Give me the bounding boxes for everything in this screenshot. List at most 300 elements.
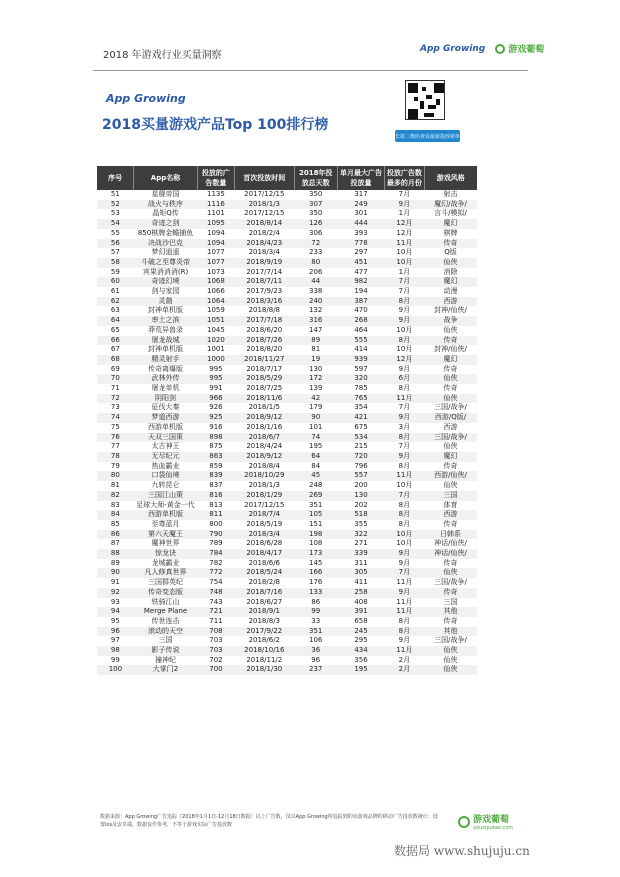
- table-cell: 85: [110, 519, 120, 528]
- table-cell: 995: [197, 374, 234, 384]
- table-row: [97, 442, 477, 452]
- table-cell: 81: [110, 481, 120, 490]
- table-cell: 2018/3/4: [248, 248, 281, 257]
- table-cell: 84: [311, 461, 321, 470]
- table-cell: 龙城霸业: [151, 558, 180, 567]
- table-cell: 征伐大秦: [151, 403, 180, 412]
- col-header: 单月最大广告投放量: [337, 166, 384, 190]
- table-row: [97, 374, 477, 384]
- table-cell: 789: [209, 539, 223, 548]
- table-row: [97, 297, 477, 307]
- table-cell: 237: [294, 665, 337, 675]
- table-cell: 8月: [385, 433, 424, 443]
- table-cell: 决战沙巴克: [134, 239, 198, 249]
- table-cell: 凡人修真世界: [134, 568, 198, 578]
- table-cell: 11月: [385, 471, 424, 481]
- table-cell: 95: [110, 616, 120, 625]
- table-cell: 传奇: [424, 336, 477, 346]
- table-header-row: [97, 166, 477, 190]
- table-cell: 305: [337, 568, 384, 578]
- table-cell: 莽荒异兽录: [148, 325, 184, 334]
- table-cell: 仙侠: [424, 258, 477, 268]
- table-cell: 7月: [398, 190, 411, 198]
- table-cell: 仙侠: [424, 568, 477, 578]
- table-cell: 至尊蓝月: [151, 519, 180, 528]
- table-cell: 79: [110, 461, 120, 470]
- table-cell: 101: [309, 422, 323, 431]
- table-cell: 魔幻: [424, 355, 477, 365]
- table-cell: 2018/9/12: [235, 413, 294, 423]
- table-cell: 日韩系: [424, 530, 477, 540]
- table-cell: 477: [354, 267, 368, 276]
- table-cell: 408: [354, 597, 368, 606]
- table-cell: 西游: [443, 422, 458, 431]
- table-cell: 356: [354, 655, 368, 664]
- table-cell: 269: [294, 491, 337, 501]
- table-cell: 702: [209, 655, 223, 664]
- table-cell: 10月: [396, 481, 413, 490]
- table-cell: 811: [197, 510, 234, 520]
- table-cell: 434: [337, 646, 384, 656]
- table-cell: 三国江山策: [134, 491, 198, 501]
- table-cell: 151: [309, 519, 323, 528]
- table-cell: 魔神世界: [151, 539, 180, 548]
- table-cell: 518: [337, 510, 384, 520]
- table-cell: 194: [354, 287, 368, 296]
- table-cell: 2月: [385, 665, 424, 675]
- table-row: [97, 326, 477, 336]
- table-cell: 8月: [398, 519, 411, 528]
- table-row: [97, 355, 477, 365]
- table-row: [97, 287, 477, 297]
- table-cell: 2018/6/27: [246, 597, 283, 606]
- header-logos: [420, 42, 544, 55]
- table-cell: 176: [309, 578, 323, 587]
- table-cell: 2018/7/11: [235, 277, 294, 287]
- col-header: 游戏风格: [424, 166, 477, 190]
- table-cell: 仙侠: [443, 655, 458, 664]
- table-cell: 9月: [398, 636, 411, 645]
- table-cell: 晶矩Q传: [152, 209, 179, 218]
- table-cell: 93: [110, 597, 120, 606]
- table-cell: 98: [97, 646, 134, 656]
- table-row: [97, 656, 477, 666]
- table-cell: 926: [209, 403, 223, 412]
- table-cell: 西游/仙侠/: [424, 471, 477, 481]
- table-cell: 2018/10/16: [235, 646, 294, 656]
- table-cell: 9月: [385, 200, 424, 210]
- table-cell: 1116: [197, 200, 234, 210]
- table-cell: 2018/8/14: [235, 219, 294, 229]
- table-cell: Q版: [444, 248, 457, 257]
- table-cell: 7月: [385, 491, 424, 501]
- table-cell: 8月: [385, 297, 424, 307]
- table-cell: 三国/战争/: [434, 403, 467, 412]
- table-cell: 966: [197, 394, 234, 404]
- table-cell: 66: [97, 336, 134, 346]
- table-cell: 10月: [396, 345, 413, 354]
- table-cell: 7月: [398, 403, 411, 412]
- table-cell: 九转昆仑: [151, 481, 180, 490]
- table-cell: 754: [209, 578, 223, 587]
- table-cell: 97: [110, 636, 120, 645]
- table-cell: 三国/战争/: [424, 433, 477, 443]
- table-row: [97, 423, 477, 433]
- table-cell: 铁骑江山: [151, 597, 180, 606]
- table-cell: 89: [294, 336, 337, 346]
- table-cell: 2018/4/24: [246, 442, 283, 451]
- table-cell: 206: [309, 267, 323, 276]
- table-cell: 2018/5/24: [235, 568, 294, 578]
- table-cell: 传奇: [443, 558, 458, 567]
- table-cell: 83: [110, 500, 120, 509]
- table-cell: 63: [110, 306, 120, 315]
- table-cell: 69: [110, 364, 120, 373]
- table-cell: 2月: [398, 655, 411, 664]
- table-cell: 555: [337, 336, 384, 346]
- table-cell: Merge Plane: [134, 607, 198, 617]
- table-cell: 339: [337, 549, 384, 559]
- table-cell: 传奇: [443, 364, 458, 373]
- table-cell: 2018/4/17: [235, 549, 294, 559]
- table-cell: 86: [97, 530, 134, 540]
- table-cell: 2018/6/20: [246, 325, 283, 334]
- table-cell: 995: [209, 364, 223, 373]
- table-cell: 295: [354, 636, 368, 645]
- table-cell: 99: [294, 607, 337, 617]
- table-cell: 2018/10/29: [235, 471, 294, 481]
- table-cell: 354: [354, 403, 368, 412]
- table-cell: 11月: [396, 597, 413, 606]
- table-cell: 464: [354, 325, 368, 334]
- table-cell: 800: [209, 519, 223, 528]
- table-cell: 748: [197, 588, 234, 598]
- table-cell: 仙侠: [443, 481, 458, 490]
- col-header: 序号: [97, 166, 134, 190]
- table-cell: 307: [294, 200, 337, 210]
- table-cell: 58: [97, 258, 134, 268]
- table-cell: 天双三国策: [134, 433, 198, 443]
- table-cell: 2018/1/29: [235, 491, 294, 501]
- table-cell: 2017/12/15: [244, 209, 285, 218]
- table-cell: 9月: [385, 316, 424, 326]
- table-cell: 仙侠: [443, 325, 458, 334]
- table-cell: 9月: [398, 306, 411, 315]
- table-cell: 消除: [443, 267, 458, 276]
- table-cell: 剑与家园: [151, 287, 180, 296]
- table-cell: 233: [309, 248, 323, 257]
- table-cell: 仙侠: [424, 394, 477, 404]
- table-cell: 奇迹之剑: [134, 219, 198, 229]
- table-cell: 875: [209, 442, 223, 451]
- table-cell: 8月: [398, 461, 411, 470]
- table-row: [97, 539, 477, 549]
- table-row: [97, 627, 477, 637]
- table-cell: 57: [110, 248, 120, 257]
- table-cell: 2017/9/22: [235, 627, 294, 637]
- table-cell: 足球大师-黄金一代: [136, 500, 195, 509]
- table-cell: 三国: [424, 491, 477, 501]
- table-cell: 11月: [385, 239, 424, 249]
- table-cell: 597: [354, 364, 368, 373]
- table-cell: 106: [309, 636, 323, 645]
- table-cell: 195: [337, 665, 384, 675]
- table-cell: 8月: [385, 510, 424, 520]
- table-cell: 西游单机版: [134, 510, 198, 520]
- youxiputao-logo-text: 游戏葡萄: [508, 45, 545, 55]
- table-cell: 封神单机版: [148, 345, 184, 354]
- table-cell: 传奇变态版: [134, 588, 198, 598]
- table-cell: 991: [209, 384, 223, 393]
- col-header: 2018年投放总天数: [294, 166, 337, 190]
- table-cell: 179: [309, 403, 323, 412]
- table-cell: 306: [309, 228, 323, 237]
- table-cell: 245: [337, 627, 384, 637]
- table-cell: 55: [110, 228, 120, 237]
- table-cell: 173: [294, 549, 337, 559]
- table-row: [97, 394, 477, 404]
- table-cell: 太古神王: [151, 442, 180, 451]
- table-cell: 59: [110, 267, 120, 276]
- table-cell: 7月: [385, 568, 424, 578]
- table-cell: 74: [97, 413, 134, 423]
- table-row: [97, 481, 477, 491]
- table-cell: 1045: [207, 325, 225, 334]
- table-cell: 梦幻逍遥: [151, 248, 180, 257]
- table-cell: 1094: [207, 228, 225, 237]
- table-row: [97, 665, 477, 675]
- table-cell: 351: [294, 627, 337, 637]
- table-row: [97, 248, 477, 258]
- table-cell: 91: [110, 578, 120, 587]
- table-cell: 355: [354, 519, 368, 528]
- table-cell: 317: [354, 190, 368, 198]
- table-cell: 301: [354, 209, 368, 218]
- table-cell: 三国/战争/: [434, 578, 467, 587]
- table-row: [97, 384, 477, 394]
- table-cell: 784: [197, 549, 234, 559]
- table-cell: 421: [337, 413, 384, 423]
- table-cell: 271: [354, 539, 368, 548]
- table-cell: 215: [354, 442, 368, 451]
- table-cell: 西游/Q版/: [424, 413, 477, 423]
- table-cell: 925: [197, 413, 234, 423]
- table-cell: 100: [97, 665, 134, 675]
- table-cell: 体育: [443, 500, 458, 509]
- table-cell: 195: [309, 442, 323, 451]
- table-row: [97, 520, 477, 530]
- table-cell: 2018/2/4: [248, 228, 281, 237]
- table-cell: 屠龙单机: [151, 384, 180, 393]
- table-cell: 850棋牌金蟾捕鱼: [137, 228, 194, 237]
- table-cell: 44: [294, 277, 337, 287]
- page-title: 2018买量游戏产品Top 100排行榜: [102, 117, 329, 133]
- table-cell: 68: [97, 355, 134, 365]
- table-row: [97, 190, 477, 200]
- table-cell: 240: [294, 297, 337, 307]
- table-cell: 1101: [207, 209, 225, 218]
- table-row: [97, 433, 477, 443]
- table-cell: 西游: [424, 297, 477, 307]
- table-cell: 10月: [396, 248, 413, 257]
- table-cell: 80: [97, 471, 134, 481]
- grape-icon: [458, 816, 470, 828]
- table-cell: 67: [110, 345, 120, 354]
- table-cell: 813: [209, 500, 223, 509]
- table-cell: 64: [294, 452, 337, 462]
- table-cell: 130: [309, 364, 323, 373]
- table-cell: 70: [97, 374, 134, 384]
- table-cell: 785: [354, 384, 368, 393]
- table-cell: 743: [209, 597, 223, 606]
- table-cell: 80: [294, 258, 337, 268]
- table-cell: 梦道西游: [134, 413, 198, 423]
- table-cell: 2018/8/20: [246, 345, 283, 354]
- table-cell: 75: [110, 422, 120, 431]
- table-cell: 2018/3/16: [235, 297, 294, 307]
- header-title: 2018 年游戏行业买量洞察: [103, 50, 222, 61]
- table-cell: 52: [97, 200, 134, 210]
- qr-code-icon[interactable]: [405, 80, 445, 120]
- table-cell: 837: [209, 481, 223, 490]
- table-cell: 393: [354, 228, 368, 237]
- table-cell: 72: [294, 239, 337, 249]
- table-cell: 大掌门2: [134, 665, 198, 675]
- table-cell: 81: [311, 345, 321, 354]
- table-row: [97, 617, 477, 627]
- table-cell: 51: [110, 190, 120, 198]
- table-cell: 2018/7/17: [246, 364, 283, 373]
- table-cell: 影子传说: [134, 646, 198, 656]
- table-cell: 414: [354, 345, 368, 354]
- brand-logo: App Growing: [106, 92, 186, 105]
- table-cell: 1077: [207, 248, 225, 257]
- table-cell: 战争: [424, 316, 477, 326]
- table-cell: 传奇: [443, 616, 458, 625]
- table-cell: 88: [97, 549, 134, 559]
- table-cell: 105: [294, 510, 337, 520]
- table-cell: 奇迹幻境: [134, 277, 198, 287]
- table-cell: 2018/11/6: [235, 394, 294, 404]
- table-cell: 2017/9/23: [246, 287, 283, 296]
- table-row: [97, 549, 477, 559]
- table-row: [97, 578, 477, 588]
- table-cell: 传奇: [443, 519, 458, 528]
- table-cell: 1135: [207, 190, 225, 198]
- table-cell: 36: [294, 646, 337, 656]
- table-cell: 3月: [398, 422, 411, 431]
- table-row: [97, 588, 477, 598]
- table-cell: 灵劍: [134, 297, 198, 307]
- table-cell: 2018/9/1: [235, 607, 294, 617]
- table-cell: 斗破之至尊炎帝: [134, 258, 198, 268]
- table-cell: 2018/7/4: [235, 510, 294, 520]
- table-row: [97, 568, 477, 578]
- table-cell: 2018/1/3: [235, 200, 294, 210]
- table-cell: 411: [354, 578, 368, 587]
- table-cell: 898: [197, 433, 234, 443]
- table-cell: 传奇: [443, 384, 458, 393]
- table-cell: 8月: [398, 384, 411, 393]
- table-cell: 297: [354, 248, 368, 257]
- table-cell: 传奇: [424, 588, 477, 598]
- table-cell: 84: [97, 510, 134, 520]
- table-cell: 8月: [398, 500, 411, 509]
- table-cell: 2017/12/15: [244, 500, 285, 509]
- table-cell: 916: [209, 422, 223, 431]
- table-cell: 9月: [385, 413, 424, 423]
- col-header: App名称: [134, 166, 198, 190]
- table-cell: 封神/仙侠/: [434, 306, 467, 315]
- table-cell: 99: [110, 655, 120, 664]
- table-cell: 惊龙诀: [134, 549, 198, 559]
- table-cell: 神话/仙侠/: [424, 549, 477, 559]
- table-cell: 778: [337, 239, 384, 249]
- table-cell: 2017/7/14: [246, 267, 283, 276]
- table-cell: 仙侠: [424, 374, 477, 384]
- table-cell: 12月: [385, 219, 424, 229]
- table-row: [97, 336, 477, 346]
- table-cell: 星舰帝国: [151, 190, 180, 198]
- table-cell: 790: [197, 530, 234, 540]
- table-cell: 2018/11/27: [235, 355, 294, 365]
- table-row: [97, 598, 477, 608]
- table-cell: 8月: [398, 616, 411, 625]
- table-cell: 839: [197, 471, 234, 481]
- table-cell: 其他: [424, 627, 477, 637]
- table-cell: 322: [337, 530, 384, 540]
- table-cell: 534: [337, 433, 384, 443]
- table-cell: 202: [354, 500, 368, 509]
- table-cell: 71: [110, 384, 120, 393]
- table-cell: 772: [197, 568, 234, 578]
- table-cell: 10月: [396, 325, 413, 334]
- table-cell: 2018/6/2: [248, 636, 281, 645]
- table-row: [97, 306, 477, 316]
- footer-note: 数据来源：App Growing广告追踪（2018年1月1日-12月18日数据）以上广告数，仅以App Growing所追踪到的该游戏品牌的移动广告投放数统计；设置ios及安卓端，数据仅作参考，不等于游戏实际广告投放数: [100, 814, 438, 828]
- table-cell: 2018/4/23: [235, 239, 294, 249]
- table-row: [97, 452, 477, 462]
- table-cell: 2018/7/16: [235, 588, 294, 598]
- table-cell: 1000: [197, 355, 234, 365]
- table-row: [97, 636, 477, 646]
- table-cell: 130: [337, 491, 384, 501]
- table-cell: 350: [309, 209, 323, 218]
- table-cell: 宾果消消消(R): [142, 267, 189, 276]
- table-cell: 1066: [207, 287, 225, 296]
- table-cell: 796: [354, 461, 368, 470]
- table-cell: 1月: [398, 209, 411, 218]
- table-cell: 86: [311, 597, 321, 606]
- table-cell: 9月: [398, 558, 411, 567]
- table-cell: 62: [97, 297, 134, 307]
- col-header: 投放的广告数量: [197, 166, 234, 190]
- table-cell: 2018/5/29: [235, 374, 294, 384]
- table-cell: 166: [294, 568, 337, 578]
- table-cell: 268: [337, 316, 384, 326]
- table-cell: 动漫: [443, 287, 458, 296]
- table-cell: 33: [311, 616, 321, 625]
- table-cell: 武林外传: [134, 374, 198, 384]
- table-cell: 145: [309, 558, 323, 567]
- table-cell: 2018/7/26: [235, 336, 294, 346]
- table-row: [97, 471, 477, 481]
- table-cell: 无尽纪元: [134, 452, 198, 462]
- table-cell: 90: [294, 413, 337, 423]
- table-row: [97, 277, 477, 287]
- table-cell: 10月: [385, 258, 424, 268]
- table-cell: 72: [97, 394, 134, 404]
